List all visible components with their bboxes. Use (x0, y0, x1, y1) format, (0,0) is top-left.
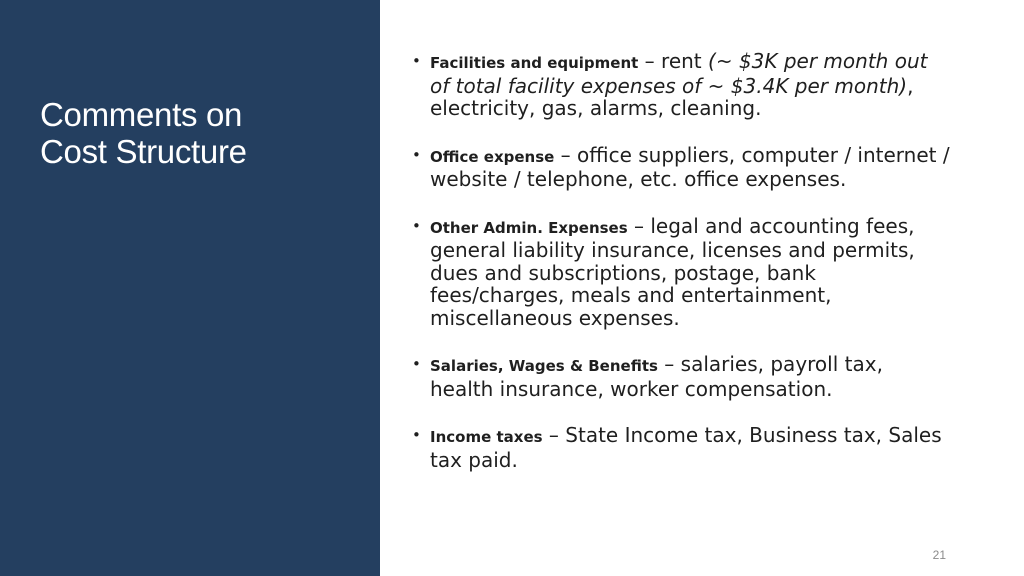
bullet-salaries-wages-benefits (412, 353, 952, 400)
bullet-separator: – (554, 142, 578, 167)
bullet-dot-icon: • (412, 52, 421, 70)
bullet-label: Other Admin. Expenses (430, 218, 628, 237)
bullet-description: State Income tax, Business tax, Sales tax paid. (430, 423, 942, 472)
bullet-dot-icon: • (412, 426, 421, 444)
page-number: 21 (932, 548, 946, 562)
cost-structure-bullet-list (412, 50, 952, 495)
bullet-facilities-and-equipment (412, 50, 952, 120)
bullet-dot-icon: • (412, 216, 421, 235)
slide-title (40, 96, 360, 170)
left-title-panel (0, 0, 380, 576)
bullet-description: salaries, payroll tax, health insurance, worker compensation. (430, 352, 883, 401)
bullet-prefix: rent (661, 49, 709, 73)
bullet-office-expense (412, 144, 952, 191)
bullet-separator: – (657, 352, 681, 376)
slide-title-line-1: Comments on (40, 96, 243, 134)
content-panel (380, 0, 1024, 576)
bullet-label: Income taxes (430, 428, 543, 446)
bullet-italic-note: (~ $3K per month out of total facility expenses of ~ $3.4K per month) (430, 49, 928, 98)
bullet-income-taxes (412, 424, 952, 471)
bullet-description: legal and accounting fees, general liability insurance, licenses and permits, dues and subscriptions, postage, bank fees/charges, meals and entertainment, miscellaneous expenses. (430, 213, 915, 330)
bullet-other-admin-expenses (412, 215, 952, 330)
bullet-label: Facilities and equipment (430, 54, 639, 72)
bullet-label: Office expense (430, 147, 555, 166)
bullet-dot-icon: • (412, 145, 421, 164)
bullet-description: , electricity, gas, alarms, cleaning. (430, 73, 914, 120)
bullet-label: Salaries, Wages & Benefits (430, 357, 658, 375)
bullet-separator: – (627, 213, 651, 238)
bullet-separator: – (638, 49, 662, 73)
slide-title-line-2: Cost Structure (40, 133, 247, 171)
bullet-separator: – (542, 423, 566, 447)
bullet-description: office suppliers, computer / internet / website / telephone, etc. office expenses. (430, 142, 950, 191)
bullet-dot-icon: • (412, 355, 421, 373)
